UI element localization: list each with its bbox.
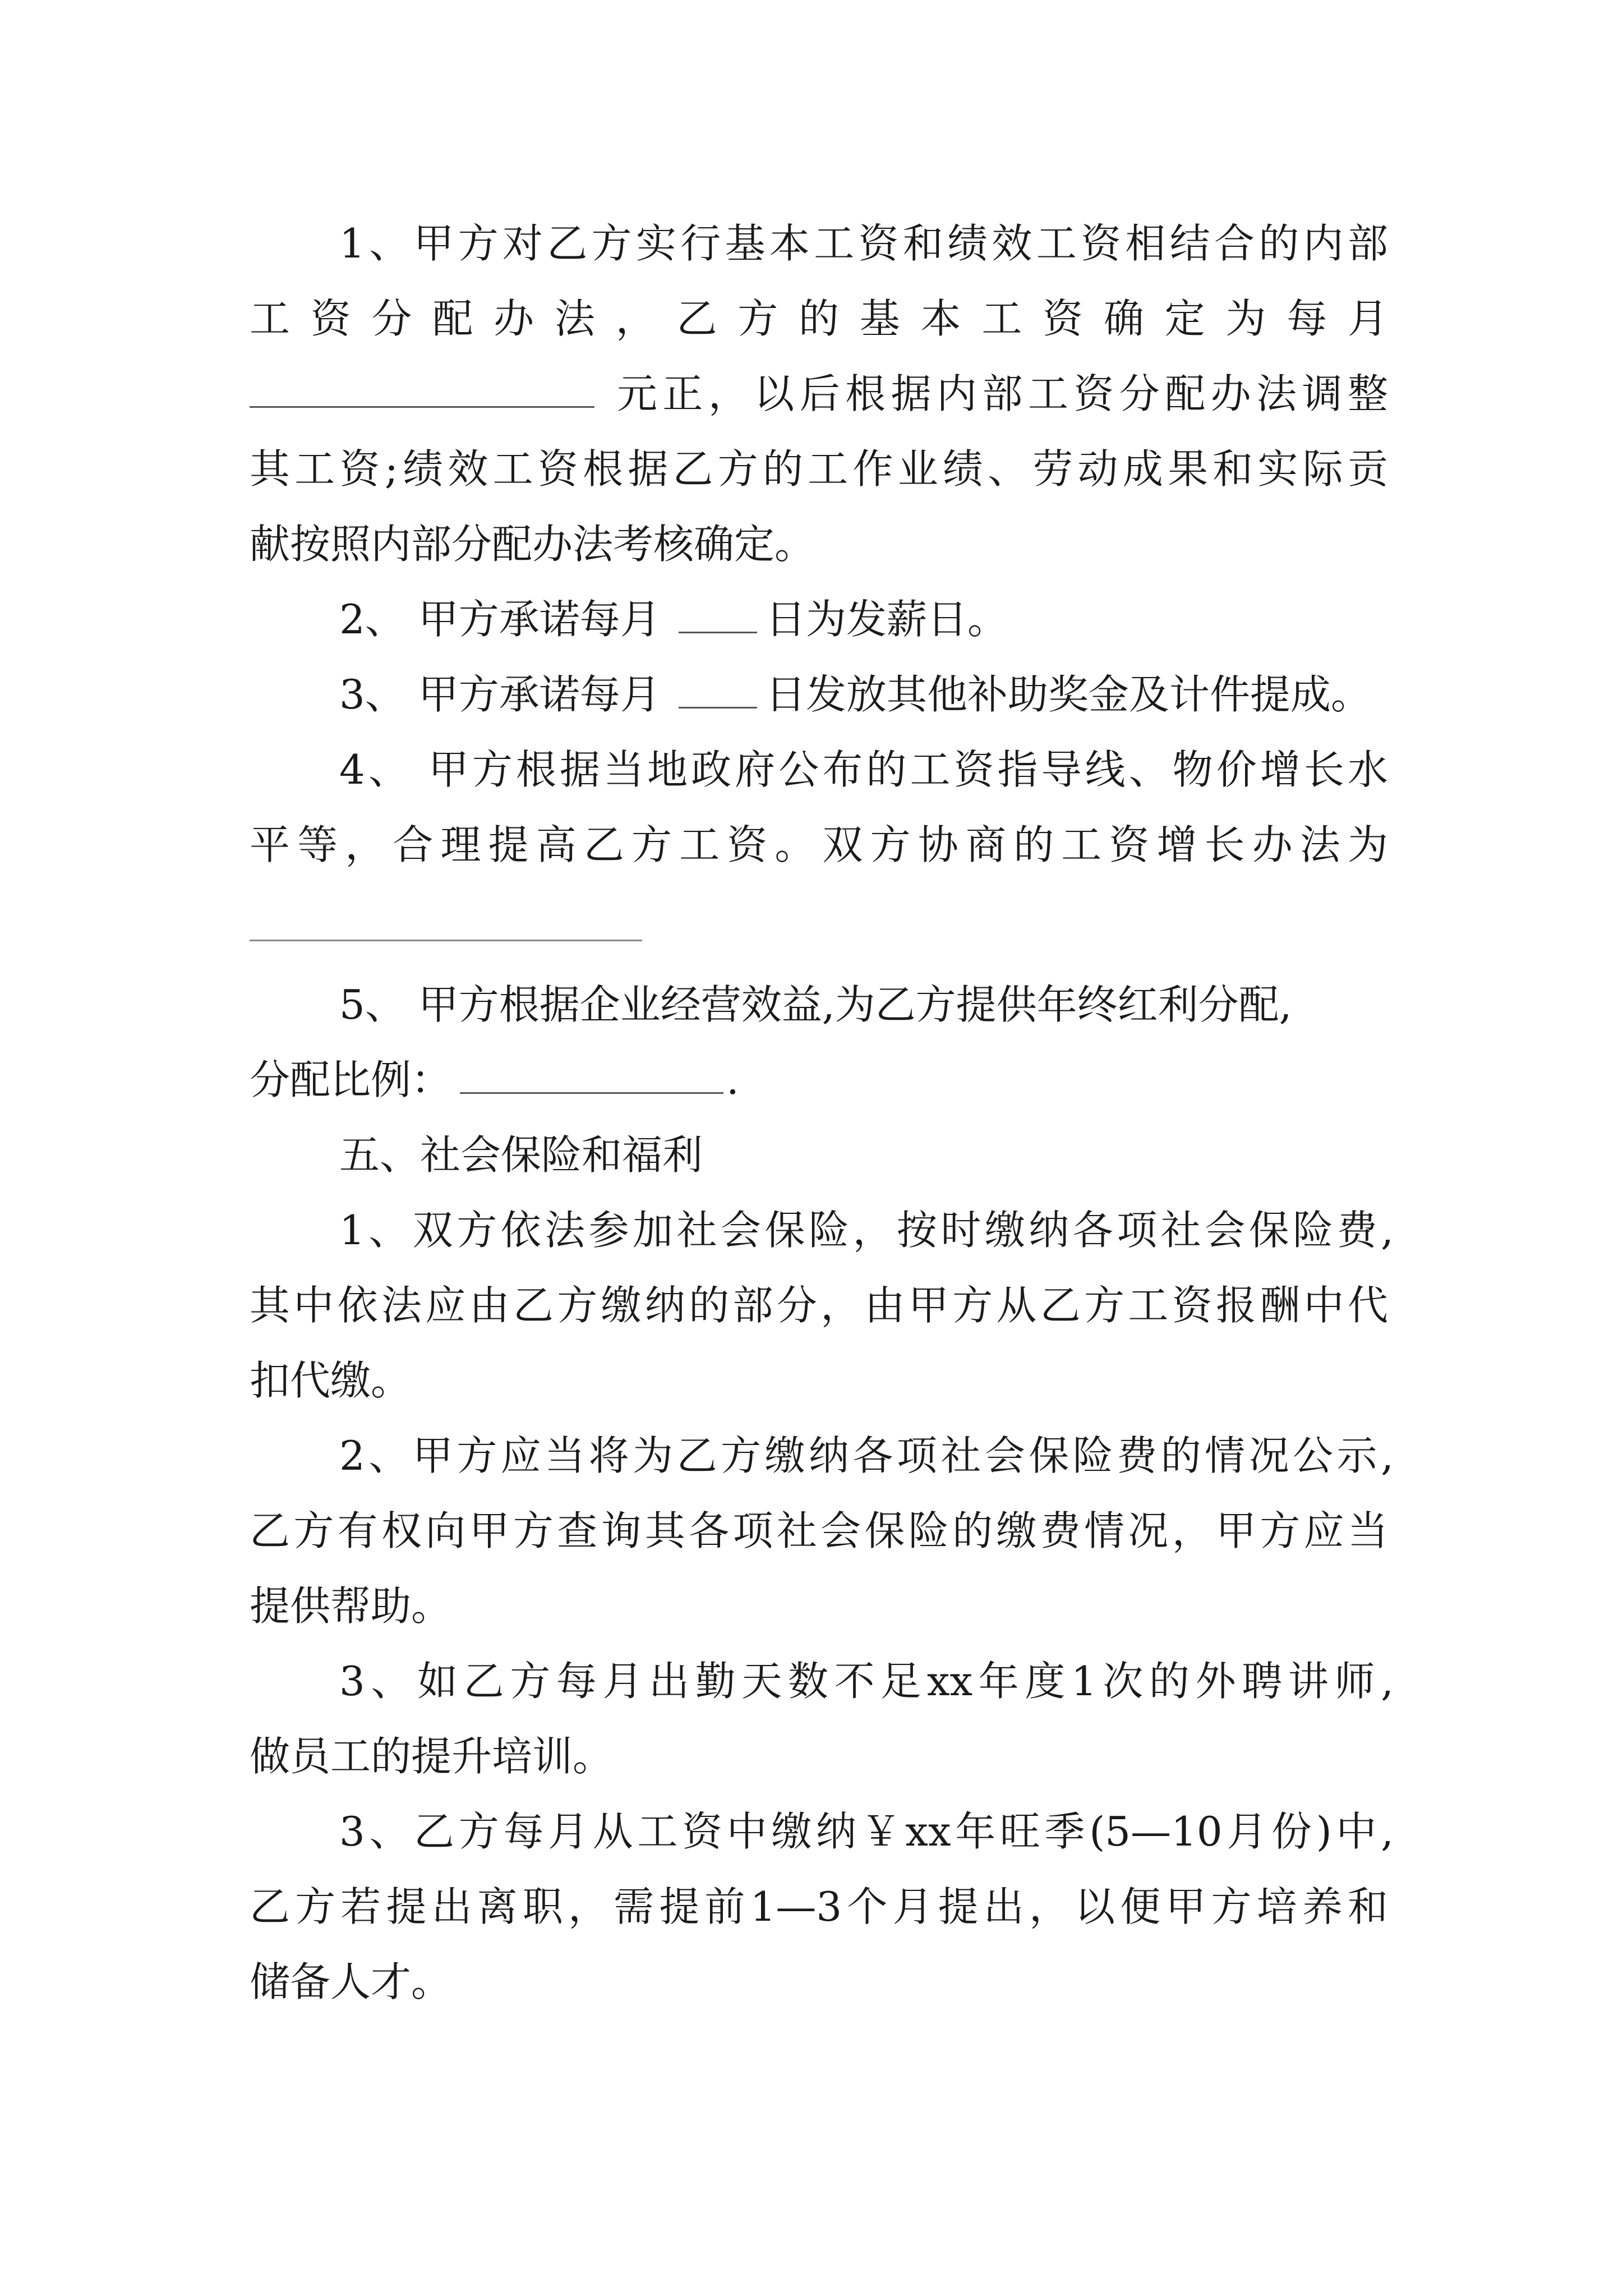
text-line: 1、双方依法参加社会保险，按时缴纳各项社会保险费, [339, 1207, 1394, 1254]
text-line: 其中依法应由乙方缴纳的部分，由甲方从乙方工资报酬中代 [250, 1282, 1388, 1329]
blank-line [250, 374, 594, 414]
text-line: 乙方若提出离职，需提前1—3个月提出，以便甲方培养和 [250, 1883, 1388, 1930]
blank-line [460, 1060, 723, 1100]
text-line: 乙方有权向甲方查询其各项社会保险的缴费情况，甲方应当 [250, 1507, 1388, 1554]
section-heading: 五、社会保险和福利 [339, 1131, 703, 1179]
blank-line [679, 599, 757, 639]
text-line: . [726, 1056, 739, 1103]
blank-rule [250, 940, 642, 941]
text-line: 3、 甲方承诺每月 [339, 671, 661, 718]
blank-line [679, 674, 757, 715]
text-line: 2、甲方应当将为乙方缴纳各项社会保险费的情况公示, [339, 1432, 1394, 1479]
text-line: 平等，合理提高乙方工资。双方协商的工资增长办法为 [250, 821, 1388, 868]
text-line: 1、甲方对乙方实行基本工资和绩效工资相结合的内部 [339, 220, 1388, 267]
text-line: 储备人才。 [250, 1958, 452, 2005]
text-line: 日发放其他补助奖金及计件提成。 [766, 671, 1372, 718]
text-line: 3、如乙方每月出勤天数不足xx年度1次的外聘讲师, [339, 1658, 1394, 1705]
text-line: 献按照内部分配办法考核确定。 [250, 521, 815, 568]
text-line: 扣代缴。 [250, 1357, 412, 1404]
text-line: 其工资;绩效工资根据乙方的工作业绩、劳动成果和实际贡 [250, 445, 1388, 493]
text-line: 日为发薪日。 [766, 596, 1008, 643]
text-line: 5、 甲方根据企业经营效益,为乙方提供年终红利分配, [339, 981, 1292, 1028]
text-line: 提供帮助。 [250, 1582, 452, 1630]
text-line: 做员工的提升培训。 [250, 1733, 614, 1780]
text-line: 4、 甲方根据当地政府公布的工资指导线、物价增长水 [339, 746, 1388, 793]
text-line: 工资分配办法，乙方的基本工资确定为每月 [250, 295, 1388, 342]
text-line: 元正，以后根据内部工资分配办法调整 [617, 370, 1388, 417]
text-line: 3、乙方每月从工资中缴纳￥xx年旺季(5—10月份)中, [339, 1808, 1394, 1855]
text-line: 2、 甲方承诺每月 [339, 596, 661, 643]
text-line: 分配比例： [250, 1056, 452, 1103]
